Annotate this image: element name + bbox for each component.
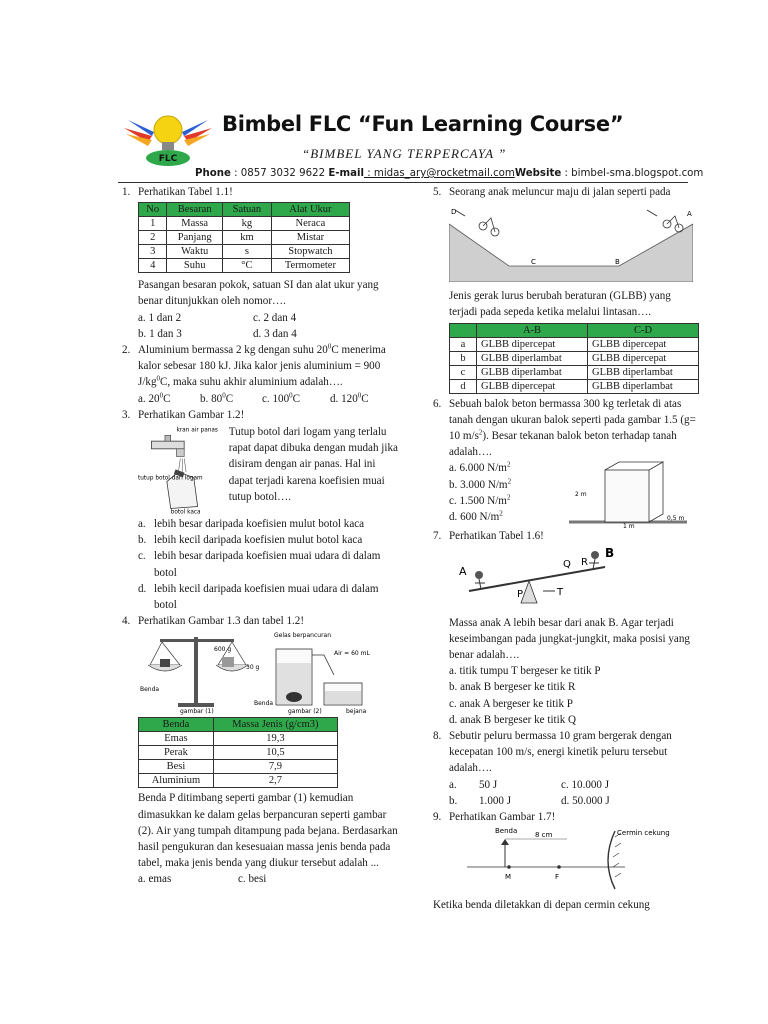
q8-option-b[interactable]: 1.000 J bbox=[479, 794, 512, 807]
website-label: Website bbox=[514, 168, 562, 179]
fig-label: Benda bbox=[140, 686, 160, 694]
q1-text: Perhatikan Tabel 1.1! bbox=[138, 186, 233, 198]
q4-text: Perhatikan Gambar 1.3 dan tabel 1.2! bbox=[138, 615, 305, 628]
q5-number: 5. bbox=[433, 186, 442, 198]
right-column bbox=[433, 184, 701, 913]
q1-option-c[interactable]: c. 2 dan 4 bbox=[253, 311, 297, 324]
table-cell: 3 bbox=[139, 245, 167, 259]
fig-label: A bbox=[459, 564, 467, 578]
q1-option-b[interactable]: b. 1 dan 3 bbox=[138, 327, 182, 340]
q4-option-c[interactable]: c. besi bbox=[238, 873, 267, 886]
question-4 bbox=[122, 613, 400, 887]
fig-label: bejana bbox=[346, 708, 367, 716]
fig-label: Air = 60 mL bbox=[334, 650, 370, 658]
q4-number: 4. bbox=[122, 615, 131, 628]
figure-bicycle-track bbox=[449, 204, 693, 282]
table-header: A-B bbox=[477, 323, 588, 337]
q2-option-b[interactable]: b. $80^0C$ bbox=[200, 390, 234, 405]
q1-option-a[interactable]: a. 1 dan 2 bbox=[138, 311, 182, 324]
table-row: Perak 10,5 bbox=[139, 746, 338, 760]
question-8: 8. Sebutir peluru bermassa 10 gram bergerak dengan kecepatan 100 m/s, energi kinetik peluru tersebut adalah…. a. 50 J c. 10.000 J b. 1.000 J d. 50.000 J bbox=[433, 728, 701, 809]
fig-label: F bbox=[555, 873, 560, 882]
q7-option-b[interactable]: b. anak B bergeser ke titik R bbox=[449, 681, 576, 694]
table-cell: Suhu bbox=[167, 259, 223, 273]
q7-option-d[interactable]: d. anak B bergeser ke titik Q bbox=[449, 713, 577, 726]
q2-options bbox=[138, 391, 400, 407]
fig-label: kran air panas bbox=[176, 427, 218, 434]
q7-text: Perhatikan Tabel 1.6! bbox=[449, 530, 544, 543]
email-label: E-mail bbox=[328, 168, 364, 179]
fig-label: Cermin cekung bbox=[617, 829, 670, 838]
q8-option-c[interactable]: c. 10.000 J bbox=[561, 778, 610, 791]
question-5 bbox=[433, 184, 701, 394]
q4-option-a[interactable]: a. emas bbox=[138, 873, 172, 886]
fig-label: T bbox=[557, 586, 564, 598]
table-cell: Mistar bbox=[271, 231, 349, 245]
q1-number: 1. bbox=[122, 186, 131, 198]
table-header: Benda bbox=[139, 718, 214, 732]
q8-text: Sebutir peluru bermassa 10 gram bergerak dengan kecepatan 100 m/s, energi kinetik peluru tersebut adalah…. bbox=[449, 730, 672, 775]
q1-stem: Pasangan besaran pokok, satuan SI dan alat ukur yang benar ditunjukkan oleh nomor…. bbox=[138, 279, 379, 308]
logo-text: FLC bbox=[158, 154, 178, 164]
q9-text: Perhatikan Gambar 1.7! bbox=[449, 811, 556, 824]
q3-description: Tutup botol dari logam yang terlalu rapat dapat dibuka dengan mudah jika disiram dengan air panas. Hal ini dapat terjadi karena koefisien muai tutup botol…. bbox=[228, 426, 398, 503]
q3-text: Perhatikan Gambar 1.2! bbox=[138, 408, 245, 421]
q3-number: 3. bbox=[122, 408, 131, 421]
fig-label: 2 m bbox=[575, 491, 587, 499]
q3-option-c[interactable]: c. lebih besar daripada koefisien muai udara di dalam botol bbox=[138, 550, 381, 579]
phone-label: Phone bbox=[195, 168, 231, 179]
left-column bbox=[122, 184, 400, 888]
table-header: Alat Ukur bbox=[271, 203, 349, 217]
header-divider bbox=[118, 182, 688, 183]
table-header: C-D bbox=[588, 323, 699, 337]
q3-option-a[interactable]: a. lebih besar daripada koefisien mulut botol kaca bbox=[138, 518, 365, 531]
table-row: b GLBB diperlambat GLBB dipercepat bbox=[450, 351, 699, 365]
question-9 bbox=[433, 809, 701, 913]
table-cell: 4 bbox=[139, 259, 167, 273]
q7-number: 7. bbox=[433, 530, 442, 543]
q2-option-a[interactable]: a. $20^0C$ bbox=[138, 390, 171, 405]
fig-label: 30 g bbox=[246, 664, 260, 672]
q6-text: Sebuah balok beton bermassa 300 kg terletak di atas tanah dengan ukuran balok seperti pada gambar 1.5 (g= 10 $m/s^2$). Besar tekanan balok beton terhadap tanah adalah…. bbox=[449, 397, 696, 459]
fig-label: M bbox=[505, 873, 512, 882]
q7-option-a[interactable]: a. titik tumpu T bergeser ke titik P bbox=[449, 665, 601, 678]
table-cell: Panjang bbox=[167, 231, 223, 245]
figure-1-3-scale-and-overflow bbox=[138, 631, 374, 715]
table-cell: Termometer bbox=[271, 259, 349, 273]
fig-label: 8 cm bbox=[535, 831, 553, 840]
phone: : 0857 3032 9622 bbox=[230, 168, 326, 179]
fig-label: Gelas berpancuran bbox=[274, 632, 332, 640]
fig-label: Benda bbox=[495, 827, 518, 836]
q8-number: 8. bbox=[433, 730, 442, 743]
fig-label: 600 g bbox=[214, 646, 232, 654]
fig-label: B bbox=[615, 258, 620, 267]
table-row: Emas 19,3 bbox=[139, 732, 338, 746]
q1-option-d[interactable]: d. 3 dan 4 bbox=[253, 327, 297, 340]
fig-label: Q bbox=[563, 558, 571, 570]
fig-label: B bbox=[605, 546, 615, 560]
q2-option-d[interactable]: d. $120^0C$ bbox=[330, 390, 369, 405]
q6-option-b[interactable]: b. 3.000 $N/m^2$ bbox=[449, 476, 512, 491]
q5-stem: Jenis gerak lurus berubah beraturan (GLBB) yang terjadi pada sepeda ketika melalui lintasan…. bbox=[449, 290, 671, 319]
figure-1-2-bottle bbox=[138, 424, 219, 516]
table-row: Aluminium 2,7 bbox=[139, 774, 338, 788]
table-cell: Neraca bbox=[271, 217, 349, 231]
table-row bbox=[139, 231, 350, 245]
q3-option-b[interactable]: b. lebih kecil daripada koefisien mulut botol kaca bbox=[138, 534, 363, 547]
website: : bimbel-sma.blogspot.com bbox=[561, 168, 704, 179]
table-cell: Massa bbox=[167, 217, 223, 231]
table-header: No bbox=[139, 203, 167, 217]
table-row: c GLBB diperlambat GLBB diperlambat bbox=[450, 365, 699, 379]
q9-stem: Ketika benda diletakkan di depan cermin cekung bbox=[433, 899, 650, 912]
q6-option-a[interactable]: a. 6.000 $N/m^2$ bbox=[449, 460, 511, 475]
table-glbb bbox=[449, 323, 699, 394]
table-cell: 2 bbox=[139, 231, 167, 245]
table-cell: °C bbox=[223, 259, 272, 273]
q7-option-c[interactable]: c. anak A bergeser ke titik P bbox=[449, 697, 573, 710]
q4-stem: Benda P ditimbang seperti gambar (1) kemudian dimasukkan ke dalam gelas berpancuran seperti gambar (2). Air yang tumpah ditampung pada bejana. Berdasarkan hasil pengukuran dan kesesuaian massa jenis benda pada tabel, maka jenis benda yang diukur tersebut adalah ... bbox=[138, 792, 398, 870]
q6-number: 6. bbox=[433, 397, 442, 410]
fig-label: tutup botol dari logam bbox=[138, 475, 203, 482]
table-header: Massa Jenis (g/cm3) bbox=[213, 718, 337, 732]
table-cell: Stopwatch bbox=[271, 245, 349, 259]
fig-label: gambar (1) bbox=[180, 708, 214, 716]
figure-1-5-beam bbox=[569, 460, 697, 528]
q7-stem: Massa anak A lebih besar dari anak B. Agar terjadi keseimbangan pada jungkat-jungkit, maka posisi yang benar adalah…. bbox=[449, 616, 690, 662]
figure-1-7-concave-mirror bbox=[449, 827, 679, 891]
q8-option-d[interactable]: d. 50.000 J bbox=[561, 794, 610, 807]
flc-logo bbox=[122, 110, 214, 170]
q6-option-c[interactable]: c. 1.500 $N/m^2$ bbox=[449, 493, 511, 507]
page-title: Bimbel FLC “Fun Learning Course” bbox=[222, 112, 624, 136]
tagline: “BIMBEL YANG TERPERCAYA ” bbox=[302, 146, 507, 161]
table-cell: s bbox=[223, 245, 272, 259]
fig-label: P bbox=[517, 588, 524, 600]
table-cell: kg bbox=[223, 217, 272, 231]
question-7 bbox=[433, 528, 701, 728]
question-6 bbox=[433, 396, 701, 529]
q2-number: 2. bbox=[122, 344, 131, 357]
contact-row bbox=[195, 168, 703, 179]
table-row: a GLBB dipercepat GLBB dipercepat bbox=[450, 337, 699, 351]
table-cell: km bbox=[223, 231, 272, 245]
fig-label: D bbox=[451, 208, 457, 217]
q3-option-d[interactable]: d. lebih kecil daripada koefisien muai udara di dalam botol bbox=[138, 582, 379, 612]
fig-label: 1 m bbox=[623, 523, 635, 529]
table-1-2 bbox=[138, 717, 338, 788]
table-row: d GLBB dipercepat GLBB diperlambat bbox=[450, 379, 699, 393]
table-header: Satuan bbox=[223, 203, 272, 217]
q2-text: Aluminium bermassa 2 kg dengan suhu $20^0C$ menerima kalor sebesar 180 kJ. Jika kalor jenis aluminium = 900 $J/kg^0C$, maka suhu akhir aluminium adalah…. bbox=[138, 342, 386, 389]
table-1-1 bbox=[138, 202, 350, 273]
table-cell: 1 bbox=[139, 217, 167, 231]
fig-label: botol kaca bbox=[170, 509, 201, 516]
fig-label: C bbox=[531, 258, 536, 267]
table-row bbox=[139, 245, 350, 259]
table-row bbox=[139, 217, 350, 231]
q9-number: 9. bbox=[433, 811, 442, 824]
fig-label: gambar (2) bbox=[288, 708, 322, 716]
question-3 bbox=[122, 407, 400, 613]
fig-label: Benda bbox=[254, 700, 274, 708]
table-cell: Waktu bbox=[167, 245, 223, 259]
question-2 bbox=[122, 342, 400, 407]
fig-label: R bbox=[581, 556, 588, 568]
table-row bbox=[139, 259, 350, 273]
fig-label: 0,5 m bbox=[667, 515, 685, 523]
figure-seesaw bbox=[459, 547, 619, 609]
email[interactable]: : midas_ary@rocketmail.com bbox=[363, 168, 515, 179]
fig-label: A bbox=[687, 210, 692, 219]
table-row: Besi 7,9 bbox=[139, 760, 338, 774]
q2-option-c[interactable]: c. $100^0C$ bbox=[262, 390, 301, 405]
question-1 bbox=[122, 184, 400, 342]
q6-option-d[interactable]: d. 600 $N/m^2$ bbox=[449, 509, 503, 524]
q8-option-a[interactable]: 50 J bbox=[479, 778, 498, 791]
q5-text: Seorang anak meluncur maju di jalan seperti pada bbox=[449, 186, 671, 198]
table-header: Besaran bbox=[167, 203, 223, 217]
